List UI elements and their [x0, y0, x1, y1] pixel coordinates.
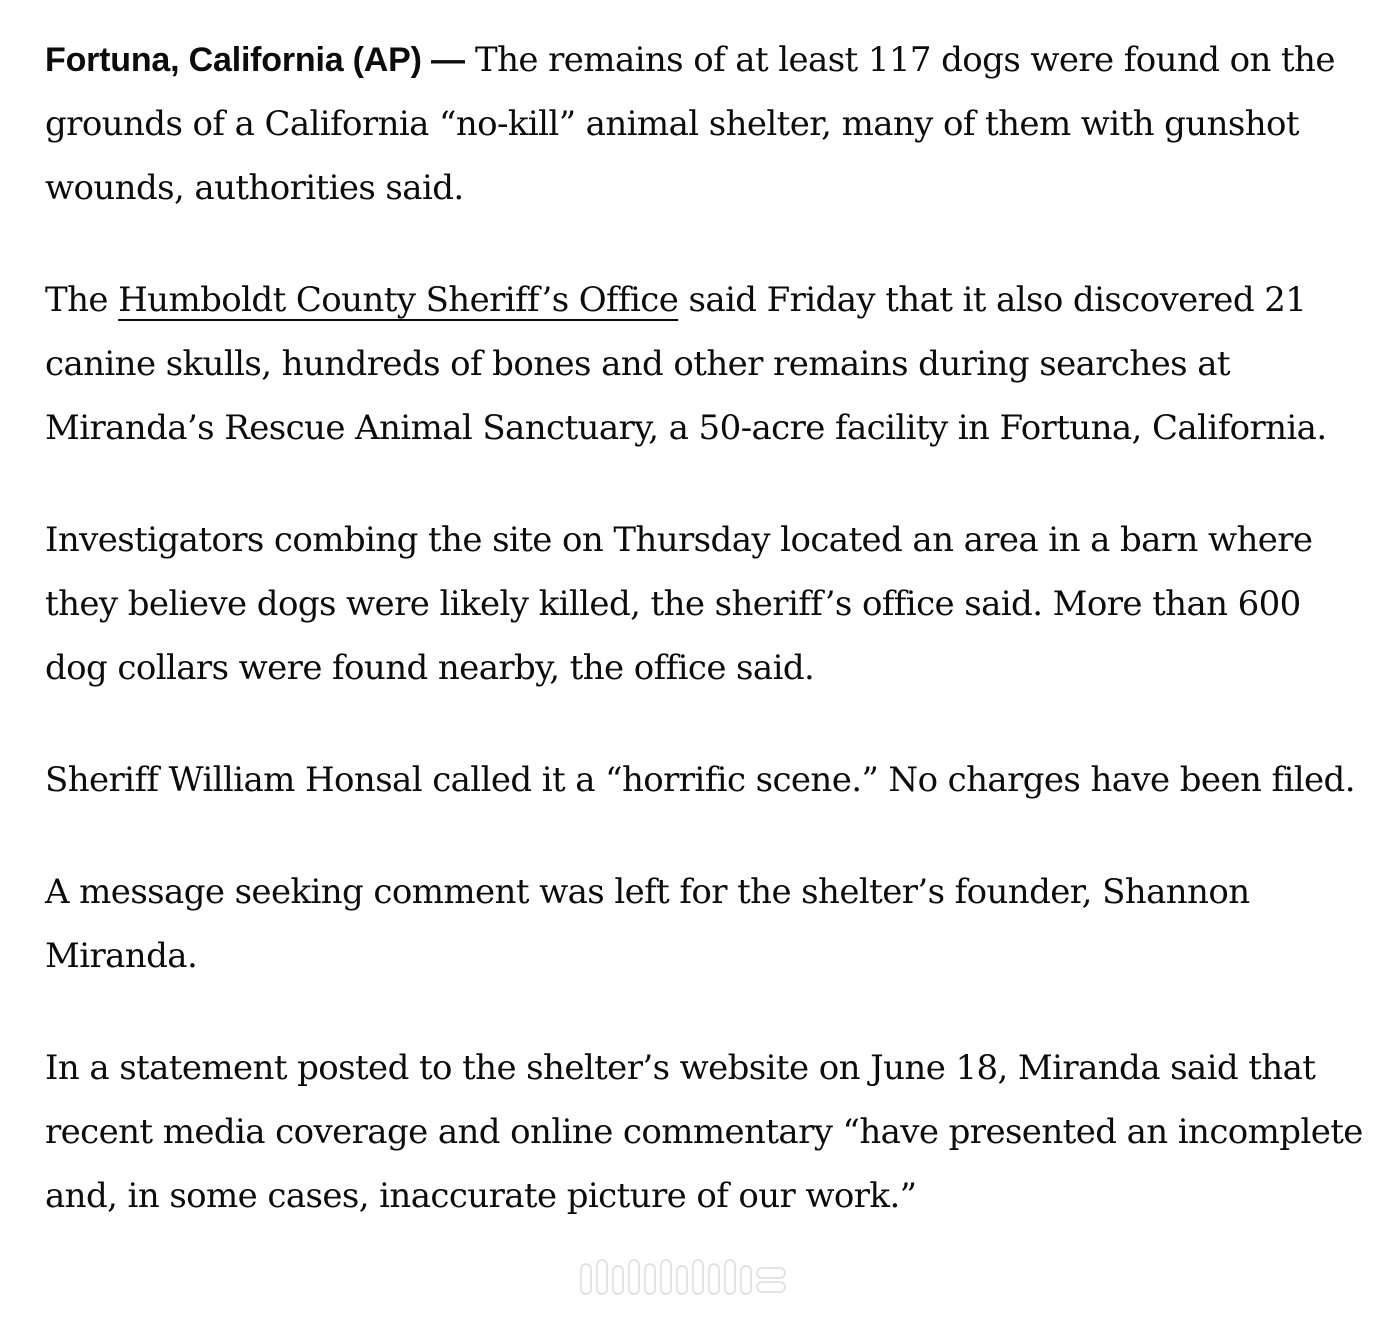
paragraph-3: Investigators combing the site on Thursday located an area in a barn where they believe dogs were likely killed, the sheriff’s office said. More than 600 dog collars were found nearby, the office said. [45, 520, 1313, 688]
sheriff-office-link[interactable]: Humboldt County Sheriff’s Office [118, 280, 679, 320]
paragraph-1-text: The remains of at least 117 dogs were found on the grounds of a California “no-kill” animal shelter, many of them with gunshot wounds, authorities said. [45, 40, 1335, 208]
paragraph-2-text-before: The [45, 280, 119, 320]
article-body [45, 28, 1365, 1276]
paragraph-6: In a statement posted to the shelter’s website on June 18, Miranda said that recent media coverage and online commentary “have presented an incomplete and, in some cases, inaccurate picture of our work.” [45, 1048, 1363, 1216]
paragraph-2 [45, 268, 1365, 460]
paragraph-1 [45, 28, 1365, 220]
paragraph-4: Sheriff William Honsal called it a “horrific scene.” No charges have been filed. [45, 760, 1355, 800]
paragraph-5: A message seeking comment was left for the shelter’s founder, Shannon Miranda. [45, 872, 1250, 976]
dateline: Fortuna, California (AP) — [45, 41, 465, 79]
paragraph-2-text-after: said Friday that it also discovered 21 canine skulls, hundreds of bones and other remains during searches at Miranda’s Rescue Animal Sanctuary, a 50-acre facility in Fortuna, California. [45, 280, 1327, 448]
